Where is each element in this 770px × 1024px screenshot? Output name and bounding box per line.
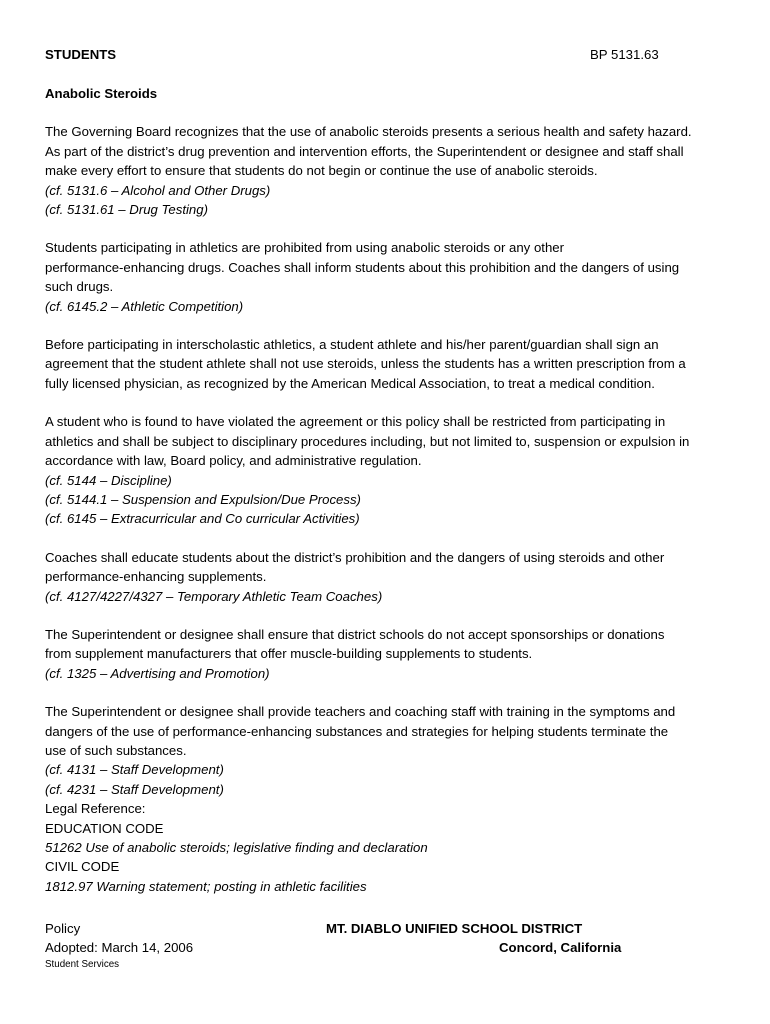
policy-code: BP 5131.63	[590, 47, 659, 62]
paragraph-line: Coaches shall educate students about the district’s prohibition and the dangers of using steroids and other	[45, 549, 665, 565]
paragraph-line: make every effort to ensure that students do not begin or continue the use of anabolic steroids.	[45, 163, 598, 179]
policy-paragraph	[45, 548, 735, 606]
paragraph-line: Before participating in interscholastic athletics, a student athlete and his/her parent/guardian shall sign an	[45, 337, 659, 353]
paragraph-line: The Governing Board recognizes that the use of anabolic steroids presents a serious health and safety hazard.	[45, 124, 692, 140]
cross-reference: (cf. 4127/4227/4327 – Temporary Athletic Team Coaches)	[45, 588, 383, 604]
paragraph-line: performance-enhancing drugs. Coaches shall inform students about this prohibition and the dangers of using	[45, 259, 680, 275]
paragraph-line: agreement that the student athlete shall not use steroids, unless the students has a written prescription from a	[45, 356, 686, 372]
paragraph-line: dangers of the use of performance-enhancing substances and strategies for helping students terminate the	[45, 723, 669, 739]
cross-reference: (cf. 1325 – Advertising and Promotion)	[45, 665, 270, 681]
policy-paragraph	[45, 238, 735, 316]
policy-category: Student Services	[45, 958, 120, 970]
district-location: Concord, California	[499, 940, 622, 956]
policy-paragraph	[45, 412, 735, 528]
cross-reference: (cf. 5131.61 – Drug Testing)	[45, 202, 208, 218]
paragraph-line: use of such substances.	[45, 742, 187, 758]
policy-paragraph	[45, 335, 735, 393]
cross-reference: (cf. 5144 – Discipline)	[45, 472, 172, 488]
adopted-date: Adopted: March 14, 2006	[45, 940, 194, 956]
legal-code-item: 1812.97 Warning statement; posting in athletic facilities	[45, 878, 367, 894]
cross-reference: (cf. 5131.6 – Alcohol and Other Drugs)	[45, 182, 271, 198]
legal-heading: Legal Reference:	[45, 801, 146, 817]
policy-paragraph	[45, 625, 735, 683]
legal-code-item: 51262 Use of anabolic steroids; legislative finding and declaration	[45, 840, 428, 855]
cross-reference: (cf. 5144.1 – Suspension and Expulsion/Due Process)	[45, 491, 361, 507]
document-header	[45, 45, 735, 65]
document-footer	[45, 919, 735, 971]
cross-reference: (cf. 6145.2 – Athletic Competition)	[45, 298, 244, 314]
legal-code: CIVIL CODE	[45, 859, 120, 875]
policy-label: Policy	[45, 921, 81, 936]
policy-paragraph	[45, 122, 735, 219]
cross-reference: (cf. 6145 – Extracurricular and Co curricular Activities)	[45, 511, 360, 527]
legal-references	[45, 799, 735, 896]
district-name: MT. DIABLO UNIFIED SCHOOL DISTRICT	[326, 921, 583, 936]
paragraph-line: performance-enhancing supplements.	[45, 569, 267, 585]
document-page	[45, 45, 735, 896]
paragraph-line: athletics and shall be subject to disciplinary procedures including, but not limited to, suspension or expulsion in	[45, 433, 690, 449]
cross-reference: (cf. 4231 – Staff Development)	[45, 781, 224, 797]
policy-paragraph	[45, 702, 735, 799]
cross-reference: (cf. 4131 – Staff Development)	[45, 762, 224, 778]
paragraph-line: Students participating in athletics are prohibited from using anabolic steroids or any other	[45, 240, 565, 256]
paragraph-line: such drugs.	[45, 279, 114, 295]
page-title: Anabolic Steroids	[45, 86, 158, 101]
section-label: STUDENTS	[45, 47, 117, 62]
paragraph-line: A student who is found to have violated the agreement or this policy shall be restricted from participating in	[45, 414, 666, 430]
paragraph-line: As part of the district’s drug prevention and intervention efforts, the Superintendent or designee and staff shall	[45, 143, 684, 159]
paragraph-line: from supplement manufacturers that offer muscle-building supplements to students.	[45, 646, 533, 662]
paragraph-line: The Superintendent or designee shall ensure that district schools do not accept sponsorships or donations	[45, 626, 665, 642]
paragraph-line: accordance with law, Board policy, and administrative regulation.	[45, 453, 422, 469]
paragraph-line: fully licensed physician, as recognized by the American Medical Association, to treat a medical condition.	[45, 375, 655, 391]
paragraph-line: The Superintendent or designee shall provide teachers and coaching staff with training in the symptoms and	[45, 704, 676, 720]
legal-code: EDUCATION CODE	[45, 820, 164, 836]
